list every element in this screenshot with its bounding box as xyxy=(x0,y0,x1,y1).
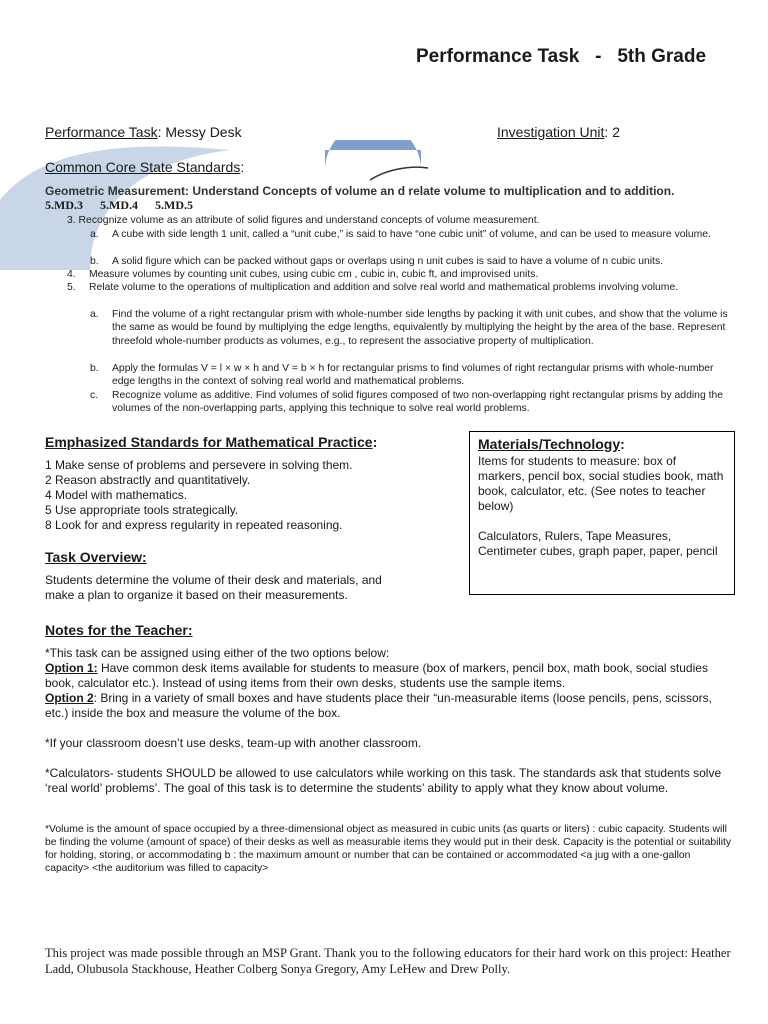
notes-body xyxy=(45,646,735,796)
option-2-label: Option 2 xyxy=(45,691,94,705)
standard-codes xyxy=(45,198,207,213)
practice-heading xyxy=(45,434,377,450)
standard-5b xyxy=(90,362,730,389)
notes-heading: Notes for the Teacher: xyxy=(45,622,193,638)
standard-text: Relate volume to the operations of multiplication and addition and solve real world and mathematical problems involving volume. xyxy=(89,282,679,293)
standard-code: 5.MD.3 xyxy=(45,198,83,212)
standard-3b xyxy=(90,255,730,268)
option-1-label: Option 1: xyxy=(45,661,98,675)
volume-definition: *Volume is the amount of space occupied by a three-dimensional object as measured in cubic units (as quarts or liters) : cubic capacity. Students will be finding the volume (amount of space) of their desks as well as measurable items they would put in their desk. Capacity is the potential or suitability for holding, storing, or accommodating b : the maximum amount or number that can be contained or accommodated <a jug with a one-gallon capacity> <the auditorium was filled to capacity> xyxy=(45,824,732,874)
footer-credits: This project was made possible through an MSP Grant. Thank you to the following educators for their hard work on this project: Heather Ladd, Olubusola Stackhouse, Heather Colberg Sonya Gregory, Amy LeHew and Drew Polly. xyxy=(45,946,731,976)
standard-number: a. xyxy=(90,229,99,240)
list-item: 1 Make sense of problems and persevere in solving them. xyxy=(45,458,353,472)
task-name: Messy Desk xyxy=(165,124,242,140)
option-2 xyxy=(45,691,735,721)
standard-5 xyxy=(67,281,727,294)
practice-heading-text: Emphasized Standards for Mathematical Practice xyxy=(45,434,373,450)
standard-text: Recognize volume as additive. Find volumes of solid figures composed of two non-overlapping right rectangular prisms by adding the volumes of the non-overlapping parts, applying this technique to solve real world problems. xyxy=(112,390,724,415)
standard-number: 4. xyxy=(67,269,76,280)
unit-label: Investigation Unit xyxy=(497,124,605,140)
materials-items: Items for students to measure: box of markers, pencil box, social studies book, math book, calculator, etc. (See notes to teacher below) xyxy=(478,454,724,513)
ccss-heading xyxy=(45,159,244,175)
desks-note: *If your classroom doesn’t use desks, team-up with another classroom. xyxy=(45,736,422,750)
standard-text: 3. Recognize volume as an attribute of solid figures and understand concepts of volume measurement. xyxy=(67,215,540,226)
practice-heading-suffix: : xyxy=(372,434,378,450)
option-1-text: Have common desk items available for students to measure (box of markers, pencil box, math book, social studies book, calculator etc.). Instead of using items from their own desks, students use the sample items. xyxy=(45,661,708,690)
watermark-circle xyxy=(325,140,421,170)
standard-3a xyxy=(90,228,730,241)
list-item: 4 Model with mathematics. xyxy=(45,488,188,502)
notes-intro: *This task can be assigned using either of the two options below: xyxy=(45,646,390,660)
standard-4 xyxy=(67,268,727,281)
list-item: 5 Use appropriate tools strategically. xyxy=(45,503,239,517)
standard-text: Find the volume of a right rectangular prism with whole-number side lengths by packing it with unit cubes, and show that the volume is the same as would be found by multiplying the edge lengths, equivalently by multiplying the height by the area of the base. Represent threefold whole-number products as volumes, e.g., to represent the associative property of multiplication. xyxy=(112,309,728,347)
unit-number: 2 xyxy=(612,124,620,140)
standard-text: A cube with side length 1 unit, called a “unit cube,” is said to have “one cubic unit” of volume, and can be used to measure volume. xyxy=(112,229,711,240)
materials-heading xyxy=(478,436,726,452)
standard-code: 5.MD.4 xyxy=(100,198,138,212)
overview-heading: Task Overview: xyxy=(45,549,147,565)
task-name-line xyxy=(45,124,242,140)
standard-number: b. xyxy=(90,256,99,267)
standard-code: 5.MD.5 xyxy=(155,198,193,212)
standard-3 xyxy=(67,214,727,227)
materials-tools: Calculators, Rulers, Tape Measures, Centimeter cubes, graph paper, paper, pencil xyxy=(478,529,718,558)
option-2-text: : Bring in a variety of small boxes and have students place their “un-measurable items (loose pencils, pens, scissors, etc.) inside the box and measure the volume of the box. xyxy=(45,691,712,720)
watermark-arc xyxy=(370,167,428,180)
calculators-note: *Calculators- students SHOULD be allowed to use calculators while working on this task. The standards ask that students solve ‘real world’ problems’. The goal of this task is to determine the students’ ability to apply what they know about volume. xyxy=(45,766,722,795)
option-1 xyxy=(45,661,735,691)
task-label: Performance Task xyxy=(45,124,158,140)
standard-5a xyxy=(90,308,730,348)
practice-list xyxy=(45,458,353,533)
standard-number: a. xyxy=(90,309,99,320)
standard-number: b. xyxy=(90,363,99,374)
standard-text: A solid figure which can be packed without gaps or overlaps using n unit cubes is said to have a volume of n cubic units. xyxy=(112,256,664,267)
investigation-unit-line xyxy=(497,124,620,140)
standard-number: c. xyxy=(90,390,99,401)
standard-text: Apply the formulas V = l × w × h and V = b × h for rectangular prisms to find volumes of right rectangular prisms with whole-number edge lengths in the context of solving real world and mathematical problems. xyxy=(112,363,714,388)
ccss-heading-suffix: : xyxy=(240,159,245,175)
ccss-heading-text: Common Core State Standards xyxy=(45,159,241,175)
unit-sep: : xyxy=(604,124,613,140)
materials-box xyxy=(469,431,735,595)
standard-text: Measure volumes by counting unit cubes, using cubic cm , cubic in, cubic ft, and improvised units. xyxy=(89,269,539,280)
materials-heading-text: Materials/Technology xyxy=(478,436,621,452)
task-sep: : xyxy=(157,124,166,140)
list-item: 2 Reason abstractly and quantitatively. xyxy=(45,473,251,487)
materials-heading-suffix: : xyxy=(620,436,625,452)
standard-5c xyxy=(90,389,730,416)
document-title: Performance Task - 5th Grade xyxy=(416,46,707,67)
geometric-measurement-line: Geometric Measurement: Understand Concepts of volume an d relate volume to multiplication and to addition. xyxy=(45,184,675,198)
overview-text: Students determine the volume of their desk and materials, and make a plan to organize it based on their measurements. xyxy=(45,573,382,602)
list-item: 8 Look for and express regularity in repeated reasoning. xyxy=(45,518,343,532)
standard-number: 5. xyxy=(67,282,76,293)
